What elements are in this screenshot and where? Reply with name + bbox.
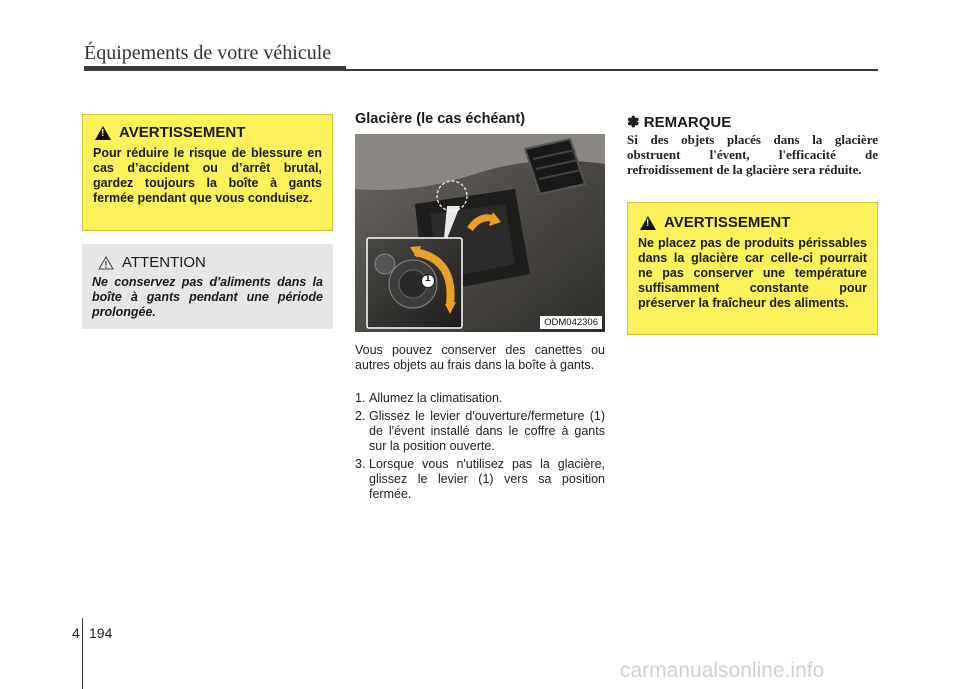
warning-box-left <box>82 114 333 231</box>
page-number: 194 <box>89 625 113 641</box>
warning-text: Pour réduire le risque de blessure en cas d’accident ou d’arrêt brutal, gardez toujours la boîte à gants fermée pendant que vous conduisez. <box>93 146 322 205</box>
list-item <box>355 391 605 406</box>
list-item <box>355 409 605 454</box>
list-item <box>355 457 605 502</box>
attention-title <box>92 254 323 271</box>
attention-text: Ne conservez pas d'aliments dans la boîte à gants pendant une période prolongée. <box>92 275 323 319</box>
step-number: 1. <box>355 391 366 405</box>
warning-title <box>93 124 322 141</box>
chapter-number: 4 <box>72 625 80 641</box>
section-title: Glacière (le cas échéant) <box>355 111 526 127</box>
remark-text: Si des objets placés dans la glacière obstruent l'évent, l'efficacité de refroidissement de la glacière sera réduite. <box>627 132 878 177</box>
step-text: Allumez la climatisation. <box>369 391 503 405</box>
step-text: Glissez le levier d'ouverture/fermeture (1) de l'évent installé dans le coffre à gants sur la position ouverte. <box>369 409 605 453</box>
warning-text: Ne placez pas de produits périssables dans la glacière car celle-ci pourrait ne pas conserver une température suffisamment constante pour préserver la fraîcheur des aliments. <box>638 236 867 310</box>
warning-box-right <box>627 202 878 335</box>
image-code: ODM042306 <box>540 316 602 329</box>
attention-box <box>82 244 333 329</box>
step-number: 2. <box>355 409 366 423</box>
caution-triangle-icon <box>98 256 114 270</box>
remark-title: ✽ REMARQUE <box>627 114 732 131</box>
warning-title <box>638 214 867 231</box>
warning-triangle-icon <box>640 216 656 230</box>
glaciere-intro: Vous pouvez conserver des canettes ou autres objets au frais dans la boîte à gants. <box>355 343 605 372</box>
attention-title-text: ATTENTION <box>122 254 206 271</box>
warning-triangle-icon <box>95 126 111 140</box>
header-rule <box>346 69 878 71</box>
glovebox-photo <box>355 134 605 332</box>
step-number: 3. <box>355 457 366 471</box>
watermark: carmanualsonline.info <box>620 659 825 682</box>
warning-title-text: AVERTISSEMENT <box>119 124 246 141</box>
steps-list <box>355 391 605 502</box>
glovebox-illustration <box>355 134 605 332</box>
page-header-title: Équipements de votre véhicule <box>84 42 332 64</box>
step-text: Lorsque vous n'utilisez pas la glacière, glissez le levier (1) vers sa position fermée. <box>369 457 605 501</box>
callout-number: 1 <box>425 273 431 284</box>
header-bar <box>84 66 346 71</box>
warning-title-text: AVERTISSEMENT <box>664 214 791 231</box>
footer-divider <box>82 618 83 689</box>
